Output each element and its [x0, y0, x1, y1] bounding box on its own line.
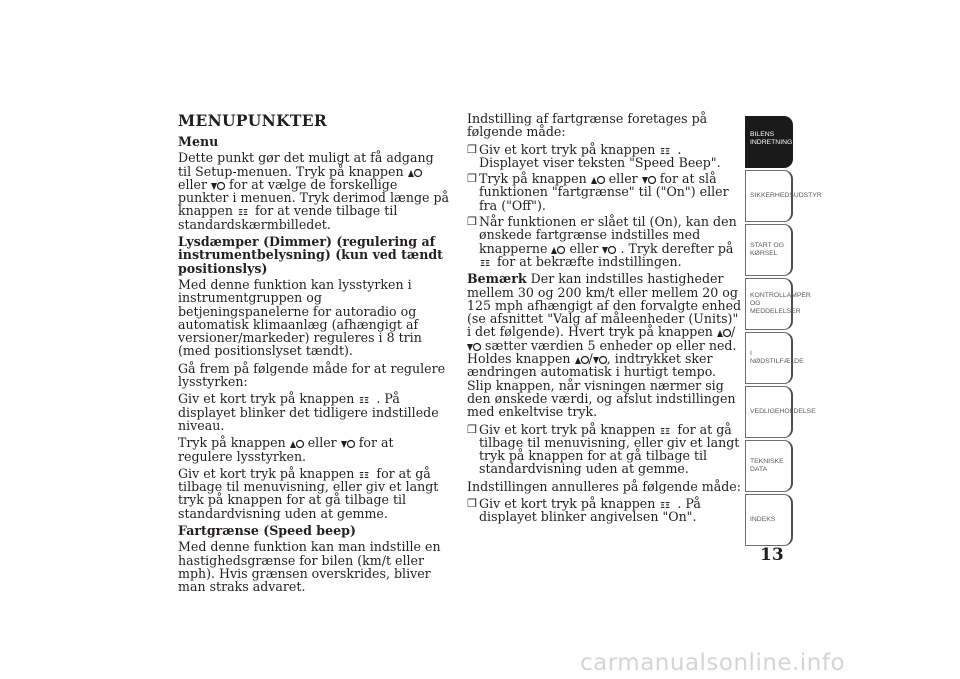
text-run: Giv et kort tryk på knappen — [479, 496, 656, 512]
up-button-icon — [575, 354, 589, 364]
text-run: for at bekræfte indstillingen. — [497, 253, 682, 269]
text-run: / — [588, 351, 593, 367]
up-button-icon — [290, 438, 304, 448]
text-run: Tryk på knappen — [479, 171, 587, 187]
svg-text:ΞΞ: ΞΞ — [660, 501, 671, 511]
down-button-icon — [341, 438, 355, 448]
checkbox-bullet-icon: ❒ — [467, 422, 477, 436]
tab-label: INDEKS — [750, 516, 776, 523]
up-button-icon — [591, 174, 605, 184]
checkbox-bullet-icon: ❒ — [467, 142, 477, 156]
tab-label: TEKNISKE DATA — [750, 458, 784, 473]
text-run: , indtrykket sker ændringen automatisk i hurtigt tempo. Slip knappen, når visningen nærmer sig den ønskede værdi, og afslut indstillingen med enkeltvise tryk. — [467, 351, 736, 420]
text-run: Giv et kort tryk på knappen — [178, 391, 355, 407]
svg-text:ΞΞ: ΞΞ — [480, 258, 491, 268]
tab-vedligeholdelse[interactable] — [745, 386, 816, 438]
text-run: for at vælge de forskellige punkter i menuen. Tryk derimod længe på knappen — [178, 176, 450, 219]
chapter-tabs — [745, 116, 822, 548]
svg-text:ΞΞ: ΞΞ — [359, 396, 370, 406]
text-run: sætter værdien 5 enheder op eller ned. Holdes knappen — [467, 337, 737, 367]
down-button-icon — [602, 244, 616, 254]
down-button-icon — [211, 180, 225, 190]
tab-label: I NØDSTILFÆLDE — [750, 350, 804, 365]
tab-bilens-indretning[interactable] — [745, 116, 793, 168]
tab-i-nodstilfaelde[interactable] — [745, 332, 804, 384]
text-run: eller — [608, 171, 638, 187]
svg-text:ΞΞ: ΞΞ — [660, 146, 671, 156]
tab-kontrollamper[interactable] — [745, 278, 811, 330]
text-run: Dette punkt gør det muligt at få adgang til Setup-menuen. Tryk på knappen — [178, 150, 434, 179]
menu-button-icon — [659, 425, 673, 435]
menu-button-icon — [659, 145, 673, 155]
list-item — [467, 423, 743, 476]
section-heading: MENUPUNKTER — [178, 111, 327, 130]
menu-paragraph — [178, 151, 450, 231]
up-button-icon — [551, 244, 565, 254]
left-column — [178, 112, 450, 598]
text-run: for at regulere lysstyrken. — [178, 435, 394, 464]
menu-button-icon — [358, 469, 372, 479]
text-run: Giv et kort tryk på knappen — [178, 465, 355, 481]
menu-button-icon — [237, 206, 251, 216]
svg-text:ΞΞ: ΞΞ — [660, 426, 671, 436]
speed-paragraph: Med denne funktion kan man indstille en hastighedsgrænse for bilen (km/t eller mph). Hvis grænsen overskrides, bliver man straks advaret. — [178, 539, 441, 595]
dimmer-paragraph-4 — [178, 436, 450, 463]
list-item — [467, 143, 743, 170]
svg-text:ΞΞ: ΞΞ — [237, 208, 249, 218]
dimmer-paragraph-3 — [178, 392, 450, 432]
right-column — [467, 112, 743, 528]
list-item — [467, 497, 743, 524]
list-item — [467, 172, 743, 212]
text-run: for at gå tilbage til menuvisning, eller giv et langt tryk på knappen for at gå tilbage til standardvisning uden at gemme. — [178, 465, 439, 521]
menu-button-icon — [659, 499, 673, 509]
tab-indeks[interactable] — [745, 494, 793, 546]
cancel-paragraph: Indstillingen annulleres på følgende måde: — [467, 478, 742, 494]
tab-label: START OG KØRSEL — [750, 242, 784, 257]
checkbox-bullet-icon: ❒ — [467, 172, 477, 186]
text-run: . Tryk derefter på — [620, 240, 734, 256]
checkbox-bullet-icon: ❒ — [467, 497, 477, 511]
tab-label: BILENS INDRETNING — [750, 131, 793, 146]
text-run: . Displayet viser teksten "Speed Beep". — [479, 141, 721, 170]
text-run: Der kan indstilles hastigheder mellem 30 og 200 km/t eller mellem 20 og 125 mph afhængigt af den forvalgte enhed (se afsnittet "Valg af måleenheder (Units)" i det følgende). Hvert tryk på knappen — [467, 271, 742, 340]
checkbox-bullet-icon: ❒ — [467, 215, 477, 229]
text-run: for at slå funktionen "fartgrænse" til ("On") eller fra ("Off"). — [479, 171, 729, 213]
svg-text:ΞΞ: ΞΞ — [359, 470, 370, 480]
menu-subheading: Menu — [178, 134, 219, 149]
cancel-list — [467, 497, 743, 524]
down-button-icon — [593, 354, 607, 364]
tab-tekniske-data[interactable] — [745, 440, 793, 492]
text-run: for at vende tilbage til standardskærmbilledet. — [178, 203, 398, 232]
return-list — [467, 423, 743, 476]
dimmer-paragraph-2: Gå frem på følgende måde for at regulere lysstyrken: — [178, 360, 446, 390]
text-run: for at gå tilbage til menuvisning, eller giv et langt tryk på knappen for at gå tilbage til standardvisning uden at gemme. — [479, 421, 740, 477]
text-run: eller — [178, 176, 207, 192]
text-run: Tryk på knappen — [178, 435, 286, 451]
tab-label: KONTROLLAMPER OG MEDDELELSER — [750, 292, 811, 315]
tab-label: SIKKERHEDSUDSTYR — [750, 192, 822, 199]
page-number: 13 — [760, 545, 784, 565]
down-button-icon — [467, 341, 481, 351]
text-run: eller — [569, 240, 599, 256]
tab-sikkerhedsudstyr[interactable] — [745, 170, 822, 222]
text-run: . På displayet blinker det tidligere indstillede niveau. — [178, 391, 439, 433]
dimmer-paragraph-5 — [178, 467, 450, 520]
up-button-icon — [717, 327, 731, 337]
speed-subheading: Fartgrænse (Speed beep) — [178, 523, 356, 539]
menu-button-icon — [358, 394, 372, 404]
text-run: . På displayet blinker angivelsen "On". — [479, 496, 701, 525]
tab-start-og-korsel[interactable] — [745, 224, 793, 276]
up-button-icon — [408, 167, 422, 177]
note-label: Bemærk — [467, 271, 527, 287]
dimmer-subheading: Lysdæmper (Dimmer) (regulering af instrumentbelysning) (kun ved tændt positionslys) — [178, 234, 443, 276]
list-item — [467, 215, 743, 268]
speed-steps-list — [467, 143, 743, 269]
text-run: Giv et kort tryk på knappen — [479, 141, 656, 157]
text-run: Når funktionen er slået til (On), kan den ønskede fartgrænse indstilles med knapperne — [479, 214, 737, 256]
watermark: carmanualsonline.info — [580, 650, 846, 676]
speed-intro: Indstilling af fartgrænse foretages på følgende måde: — [467, 111, 708, 140]
text-run: Giv et kort tryk på knappen — [479, 421, 656, 437]
down-button-icon — [642, 174, 656, 184]
text-run: / — [730, 324, 736, 340]
note-paragraph — [467, 272, 743, 418]
menu-button-icon — [479, 257, 493, 267]
dimmer-paragraph-1: Med denne funktion kan lysstyrken i instrumentgruppen og betjeningspanelerne for autoradio og automatisk klimaanlæg (afhængigt af versioner/markeder) reguleres i 8 trin (med positionslyset tændt). — [178, 276, 422, 359]
text-run: eller — [307, 435, 337, 451]
tab-label: VEDLIGEHOLDELSE — [750, 408, 816, 415]
